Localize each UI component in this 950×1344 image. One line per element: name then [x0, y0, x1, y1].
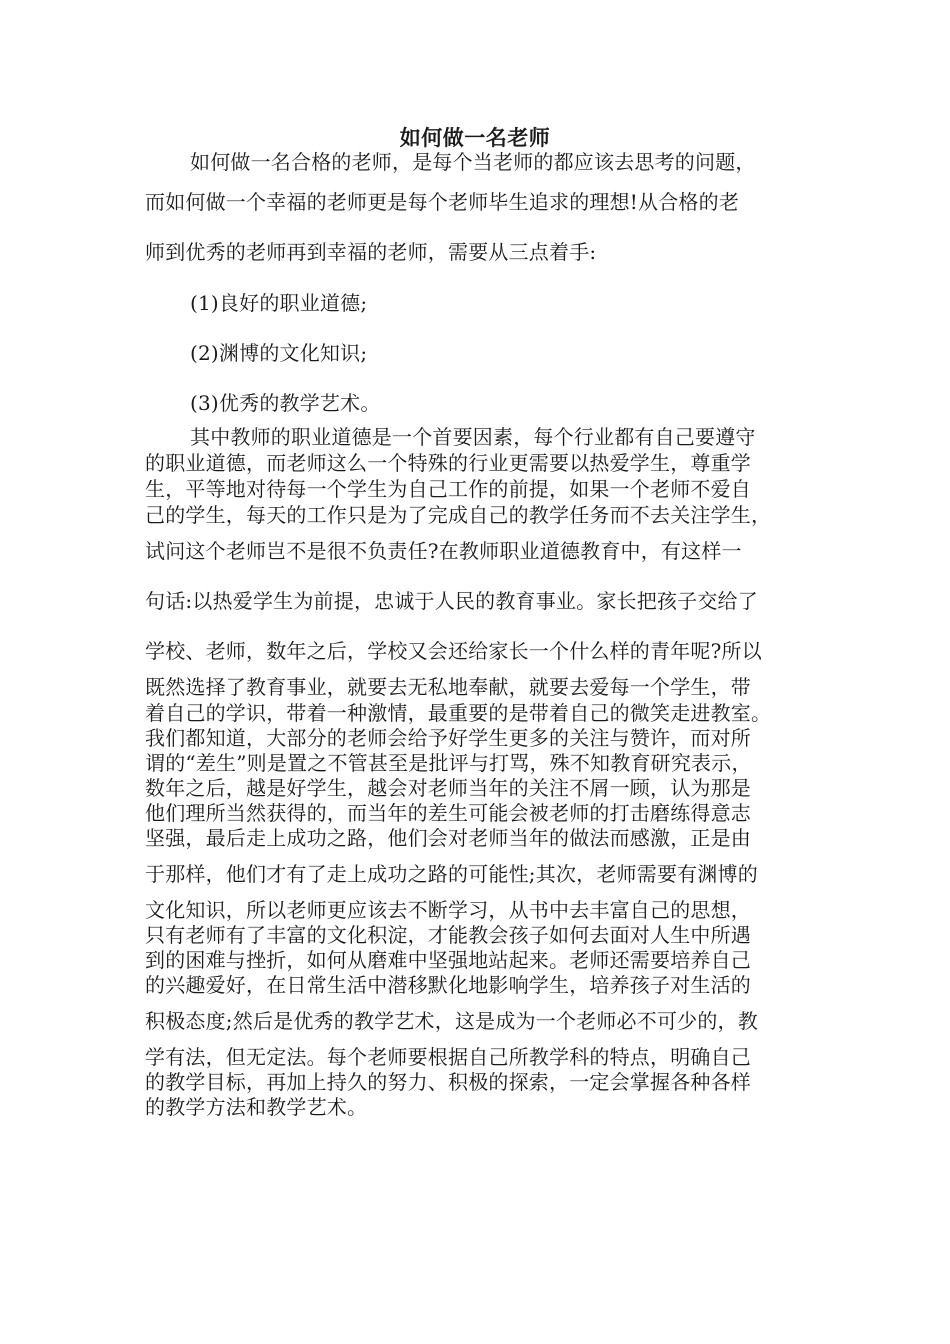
paragraph-line: 文化知识，所以老师更应该去不断学习，从书中去丰富自己的思想， [145, 898, 751, 922]
paragraph-line: 数年之后，越是好学生，越会对老师当年的关注不屑一顾，认为那是 [145, 776, 751, 800]
paragraph-line: 己的学生，每天的工作只是为了完成自己的教学任务而不去关注学生， [145, 503, 772, 527]
paragraph-line: 师到优秀的老师再到幸福的老师，需要从三点着手: [145, 240, 597, 264]
paragraph-line: 他们理所当然获得的，而当年的差生可能会被老师的打击磨练得意志 [145, 801, 751, 825]
paragraph-line: 而如何做一个幸福的老师更是每个老师毕生追求的理想!从合格的老 [145, 190, 740, 214]
paragraph-line: 句话:以热爱学生为前提，忠诚于人民的教育事业。家长把孩子交给了 [145, 589, 758, 613]
paragraph-line: 我们都知道，大部分的老师会给予好学生更多的关注与赞许，而对所 [145, 726, 751, 750]
list-item: (3)优秀的教学艺术。 [190, 391, 381, 415]
list-item: (1)良好的职业道德; [190, 291, 368, 315]
paragraph-line: 学校、老师，数年之后，学校又会还给家长一个什么样的青年呢?所以 [145, 639, 762, 663]
paragraph-line: 生，平等地对待每一个学生为自己工作的前提，如果一个老师不爱自 [145, 477, 751, 501]
list-item: (2)渊博的文化知识; [190, 341, 368, 365]
paragraph-line: 的教学方法和教学艺术。 [145, 1095, 368, 1119]
paragraph-line: 既然选择了教育事业，就要去无私地奉献，就要去爱每一个学生，带 [145, 675, 751, 699]
paragraph-line: 的兴趣爱好，在日常生活中潜移默化地影响学生，培养孩子对生活的 [145, 973, 751, 997]
paragraph-line: 的教学目标，再加上持久的努力、积极的探索，一定会掌握各种各样 [145, 1070, 751, 1094]
paragraph-line: 积极态度;然后是优秀的教学艺术，这是成为一个老师必不可少的，教 [145, 1009, 758, 1033]
paragraph-line: 其中教师的职业道德是一个首要因素，每个行业都有自己要遵守 [190, 425, 756, 449]
paragraph-line: 着自己的学识，带着一种激情，最重要的是带着自己的微笑走进教室。 [145, 701, 772, 725]
paragraph-line: 学有法，但无定法。每个老师要根据自己所教学科的特点，明确自己 [145, 1045, 751, 1069]
paragraph-line: 于那样，他们才有了走上成功之路的可能性;其次，老师需要有渊博的 [145, 862, 758, 886]
paragraph-line: 到的困难与挫折，如何从磨难中坚强地站起来。老师还需要培养自己 [145, 948, 751, 972]
paragraph-line: 试问这个老师岂不是很不负责任?在教师职业道德教育中，有这样一 [145, 539, 742, 563]
paragraph-line: 的职业道德，而老师这么一个特殊的行业更需要以热爱学生，尊重学 [145, 451, 751, 475]
paragraph-line: 坚强，最后走上成功之路，他们会对老师当年的做法而感激，正是由 [145, 826, 751, 850]
paragraph-line: 只有老师有了丰富的文化积淀，才能教会孩子如何去面对人生中所遇 [145, 923, 751, 947]
paragraph-line: 如何做一名合格的老师，是每个当老师的都应该去思考的问题， [190, 150, 756, 174]
document-title: 如何做一名老师 [399, 125, 551, 150]
paragraph-line: 谓的“差生”则是置之不管甚至是批评与打骂，殊不知教育研究表示， [145, 751, 752, 775]
